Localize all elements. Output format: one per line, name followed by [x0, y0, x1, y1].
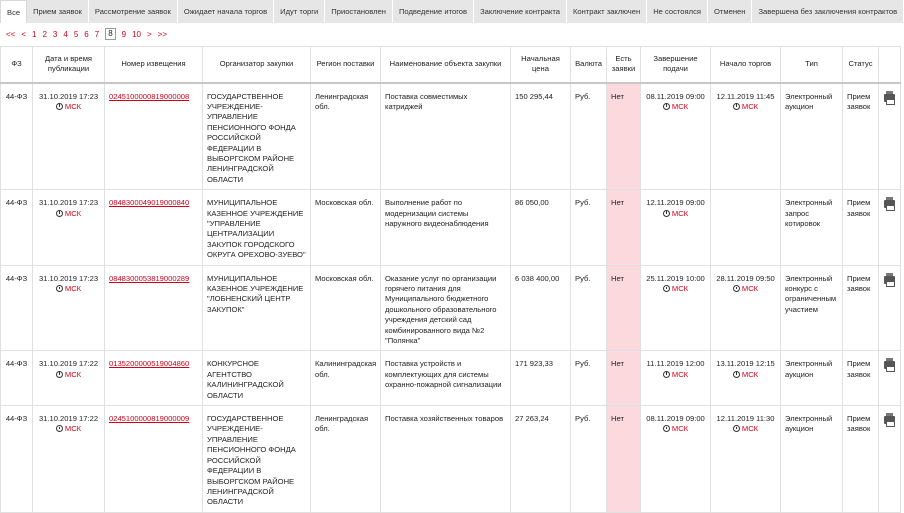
- notice-number-cell: [105, 265, 203, 351]
- print-cell: [879, 190, 901, 265]
- column-header: Валюта: [571, 47, 607, 83]
- tab-10[interactable]: Отменен: [708, 0, 752, 23]
- region-cell: Ленинградская обл.: [311, 83, 381, 190]
- region-cell: Московская обл.: [311, 265, 381, 351]
- timezone-label: [715, 102, 776, 112]
- timezone-text: МСК: [741, 369, 759, 379]
- pager-page-link[interactable]: 5: [73, 29, 79, 39]
- table-row: [1, 190, 901, 265]
- bids-cell: Нет: [607, 406, 641, 513]
- tab-0[interactable]: Все: [0, 0, 27, 23]
- price-cell: 6 038 400,00: [511, 265, 571, 351]
- column-header: Начало торгов: [711, 47, 781, 83]
- bids-cell: Нет: [607, 351, 641, 406]
- timezone-text: МСК: [64, 208, 82, 218]
- publication-date-value: 31.10.2019 17:23: [38, 91, 99, 101]
- tab-11[interactable]: Завершена без заключения контрактов: [752, 0, 904, 23]
- submission-end-date: [641, 351, 711, 406]
- column-header: Организатор закупки: [203, 47, 311, 83]
- timezone-label: [645, 284, 706, 294]
- publication-date-value: 31.10.2019 17:23: [38, 198, 99, 208]
- pager-page-link[interactable]: 9: [121, 29, 127, 39]
- price-cell: 27 263,24: [511, 406, 571, 513]
- timezone-label: [37, 209, 100, 219]
- timezone-text: МСК: [741, 101, 759, 111]
- timezone-label: [715, 424, 776, 434]
- auction-start-date: [711, 351, 781, 406]
- notice-number-link[interactable]: 0848300053819000289: [109, 273, 190, 283]
- table-row: [1, 265, 901, 351]
- timezone-label: [715, 284, 776, 294]
- currency-cell: Руб.: [571, 406, 607, 513]
- timezone-text: МСК: [64, 284, 82, 293]
- print-cell: [879, 265, 901, 351]
- currency-cell: Руб.: [571, 351, 607, 406]
- notice-number-link[interactable]: 0245100000819000009: [109, 414, 190, 424]
- pager-page-link[interactable]: 2: [42, 29, 47, 39]
- column-header: ФЗ: [1, 47, 33, 83]
- pager-next-button[interactable]: >: [147, 29, 152, 39]
- law-cell: 44-ФЗ: [1, 190, 33, 265]
- bids-cell: Нет: [607, 190, 641, 265]
- print-icon[interactable]: [884, 200, 895, 208]
- organizer-cell: ГОСУДАРСТВЕННОЕ УЧРЕЖДЕНИЕ-УПРАВЛЕНИЕ ПЕНСИОННОГО ФОНДА РОССИЙСКОЙ ФЕДЕРАЦИИ В ВЫБОРГСКОМ РАЙОНЕ ЛЕНИНГРАДСКОЙ ОБЛАСТИ: [203, 83, 311, 190]
- subject-cell: Поставка совместимых катриджей: [381, 83, 511, 190]
- procedure-type-cell: Электронный запрос котировок: [781, 190, 843, 265]
- clock-icon: [56, 103, 63, 110]
- publication-date: [33, 190, 105, 265]
- print-cell: [879, 351, 901, 406]
- tenders-table: [0, 46, 901, 513]
- submission-end-date-value: 11.11.2019 12:00: [646, 359, 705, 369]
- pager-prev-button[interactable]: <: [21, 29, 27, 39]
- tab-8[interactable]: Контракт заключен: [567, 0, 647, 23]
- status-cell: Прием заявок: [843, 190, 879, 265]
- auction-start-date: [711, 406, 781, 513]
- timezone-label: [37, 424, 100, 434]
- auction-start-date: [711, 190, 781, 265]
- status-cell: Прием заявок: [843, 83, 879, 190]
- law-cell: 44-ФЗ: [1, 83, 33, 190]
- publication-date-value: 31.10.2019 17:23: [38, 273, 99, 283]
- pager-page-link[interactable]: 7: [94, 29, 100, 39]
- subject-cell: Оказание услуг по организации горячего питания для Муниципального бюджетного дошкольного образовательного учреждения детский сад комбинированного вида №2 "Полянка": [381, 265, 511, 351]
- status-cell: Прием заявок: [843, 351, 879, 406]
- table-row: [1, 351, 901, 406]
- region-cell: Московская обл.: [311, 190, 381, 265]
- publication-date: [33, 265, 105, 351]
- bids-cell: Нет: [607, 83, 641, 190]
- print-cell: [879, 83, 901, 190]
- timezone-text: МСК: [671, 369, 689, 379]
- column-header: Есть заявки: [607, 47, 641, 83]
- submission-end-date: [641, 406, 711, 513]
- subject-cell: Поставка устройств и комплектующих для системы охранно-пожарной сигнализации: [381, 351, 511, 406]
- clock-icon: [56, 371, 63, 378]
- law-cell: 44-ФЗ: [1, 406, 33, 513]
- pager-current-page: 8: [105, 28, 115, 40]
- publication-date-value: 31.10.2019 17:22: [38, 359, 99, 369]
- tab-9[interactable]: Не состоялся: [647, 0, 708, 23]
- submission-end-date-value: 08.11.2019 09:00: [646, 91, 705, 101]
- timezone-label: [715, 370, 776, 380]
- timezone-text: МСК: [671, 101, 689, 111]
- notice-number-link[interactable]: 0848300049019000840: [109, 198, 190, 208]
- notice-number-link[interactable]: 0135200000519004860: [109, 359, 190, 369]
- notice-number-cell: [105, 351, 203, 406]
- clock-icon: [733, 285, 740, 292]
- publication-date: [33, 83, 105, 190]
- status-cell: Прием заявок: [843, 265, 879, 351]
- print-icon[interactable]: [884, 94, 895, 102]
- auction-start-date-value: 12.11.2019 11:45: [716, 91, 775, 101]
- timezone-label: [37, 102, 100, 112]
- pager-page-link[interactable]: 6: [84, 29, 89, 39]
- auction-start-date: [711, 265, 781, 351]
- region-cell: Ленинградская обл.: [311, 406, 381, 513]
- region-cell: Калининградская обл.: [311, 351, 381, 406]
- notice-number-cell: [105, 406, 203, 513]
- procedure-type-cell: Электронный аукцион: [781, 83, 843, 190]
- timezone-label: [645, 370, 706, 380]
- print-cell: [879, 406, 901, 513]
- pager-page-link[interactable]: 4: [63, 29, 68, 39]
- timezone-text: МСК: [671, 208, 689, 218]
- print-icon[interactable]: [884, 361, 895, 369]
- bids-cell: Нет: [607, 265, 641, 351]
- column-header: Завершение подачи: [641, 47, 711, 83]
- organizer-cell: МУНИЦИПАЛЬНОЕ КАЗЕННОЕ УЧРЕЖДЕНИЕ "ЛОБНЕНСКИЙ ЦЕНТР ЗАКУПОК": [203, 265, 311, 351]
- currency-cell: Руб.: [571, 83, 607, 190]
- tab-5[interactable]: Приостановлен: [325, 0, 393, 23]
- timezone-text: МСК: [671, 284, 689, 293]
- procedure-type-cell: Электронный аукцион: [781, 406, 843, 513]
- clock-icon: [56, 425, 63, 432]
- clock-icon: [733, 371, 740, 378]
- column-header: Статус: [843, 47, 879, 83]
- price-cell: 150 295,44: [511, 83, 571, 190]
- timezone-label: [645, 102, 706, 112]
- clock-icon: [663, 210, 670, 217]
- tab-3[interactable]: Ожидает начала торгов: [178, 0, 274, 23]
- pager-first-button[interactable]: <<: [6, 29, 16, 39]
- timezone-text: МСК: [671, 424, 689, 434]
- notice-number-link[interactable]: 0245100000819000008: [109, 91, 190, 101]
- column-header: Номер извещения: [105, 47, 203, 83]
- clock-icon: [663, 285, 670, 292]
- auction-start-date-value: 12.11.2019 11:30: [716, 414, 775, 424]
- subject-cell: Поставка хозяйственных товаров: [381, 406, 511, 513]
- clock-icon: [56, 285, 63, 292]
- timezone-label: [645, 209, 706, 219]
- table-row: [1, 83, 901, 190]
- column-header: Наименование объекта закупки: [381, 47, 511, 83]
- procedure-type-cell: Электронный конкурс с ограниченным участием: [781, 265, 843, 351]
- currency-cell: Руб.: [571, 265, 607, 351]
- clock-icon: [56, 210, 63, 217]
- table-row: [1, 406, 901, 513]
- table-header-row: [1, 47, 901, 83]
- subject-cell: Выполнение работ по модернизации системы наружного видеонаблюдения: [381, 190, 511, 265]
- auction-start-date-value: 28.11.2019 09:50: [716, 273, 775, 283]
- column-header: Начальная цена: [511, 47, 571, 83]
- tab-7[interactable]: Заключение контракта: [474, 0, 567, 23]
- publication-date: [33, 406, 105, 513]
- auction-start-date: [711, 83, 781, 190]
- timezone-label: [37, 370, 100, 380]
- clock-icon: [733, 425, 740, 432]
- timezone-label: [645, 424, 706, 434]
- submission-end-date-value: 08.11.2019 09:00: [646, 414, 705, 424]
- print-icon[interactable]: [884, 416, 895, 424]
- submission-end-date-value: 25.11.2019 10:00: [646, 273, 705, 283]
- tab-6[interactable]: Подведение итогов: [393, 0, 474, 23]
- price-cell: 86 050,00: [511, 190, 571, 265]
- column-header: Регион поставки: [311, 47, 381, 83]
- print-icon[interactable]: [884, 276, 895, 284]
- pager-page-link[interactable]: 10: [132, 29, 141, 39]
- clock-icon: [663, 371, 670, 378]
- notice-number-cell: [105, 83, 203, 190]
- organizer-cell: КОНКУРСНОЕ АГЕНТСТВО КАЛИНИНГРАДСКОЙ ОБЛАСТИ: [203, 351, 311, 406]
- status-cell: Прием заявок: [843, 406, 879, 513]
- organizer-cell: ГОСУДАРСТВЕННОЕ УЧРЕЖДЕНИЕ-УПРАВЛЕНИЕ ПЕНСИОННОГО ФОНДА РОССИЙСКОЙ ФЕДЕРАЦИИ В ВЫБОРГСКОМ РАЙОНЕ ЛЕНИНГРАДСКОЙ ОБЛАСТИ: [203, 406, 311, 513]
- status-tabs: [0, 0, 900, 23]
- price-cell: 171 923,33: [511, 351, 571, 406]
- pager-last-button[interactable]: >>: [157, 29, 168, 39]
- submission-end-date-value: 12.11.2019 09:00: [646, 198, 705, 208]
- clock-icon: [663, 103, 670, 110]
- timezone-text: МСК: [64, 424, 82, 434]
- clock-icon: [663, 425, 670, 432]
- timezone-text: МСК: [64, 101, 82, 111]
- timezone-text: МСК: [64, 369, 82, 379]
- tab-2[interactable]: Рассмотрение заявок: [89, 0, 178, 23]
- law-cell: 44-ФЗ: [1, 351, 33, 406]
- column-header-print: [879, 47, 901, 83]
- submission-end-date: [641, 83, 711, 190]
- timezone-text: МСК: [741, 424, 759, 434]
- timezone-label: [37, 284, 100, 294]
- procedure-type-cell: Электронный аукцион: [781, 351, 843, 406]
- pager-page-link[interactable]: 1: [32, 29, 37, 39]
- submission-end-date: [641, 265, 711, 351]
- organizer-cell: МУНИЦИПАЛЬНОЕ КАЗЕННОЕ УЧРЕЖДЕНИЕ "УПРАВЛЕНИЕ ЦЕНТРАЛИЗАЦИИ ЗАКУПОК ГОРОДСКОГО ОКРУГА ОРЕХОВО-ЗУЕВО": [203, 190, 311, 265]
- pagination: [0, 24, 900, 44]
- timezone-text: МСК: [741, 284, 759, 293]
- publication-date-value: 31.10.2019 17:22: [38, 414, 99, 424]
- tab-1[interactable]: Прием заявок: [27, 0, 89, 23]
- tab-4[interactable]: Идут торги: [274, 0, 325, 23]
- notice-number-cell: [105, 190, 203, 265]
- submission-end-date: [641, 190, 711, 265]
- currency-cell: Руб.: [571, 190, 607, 265]
- auction-start-date-value: 13.11.2019 12:15: [716, 359, 775, 369]
- pager-page-link[interactable]: 3: [52, 29, 58, 39]
- column-header: Тип: [781, 47, 843, 83]
- column-header: Дата и время публикации: [33, 47, 105, 83]
- law-cell: 44-ФЗ: [1, 265, 33, 351]
- clock-icon: [733, 103, 740, 110]
- publication-date: [33, 351, 105, 406]
